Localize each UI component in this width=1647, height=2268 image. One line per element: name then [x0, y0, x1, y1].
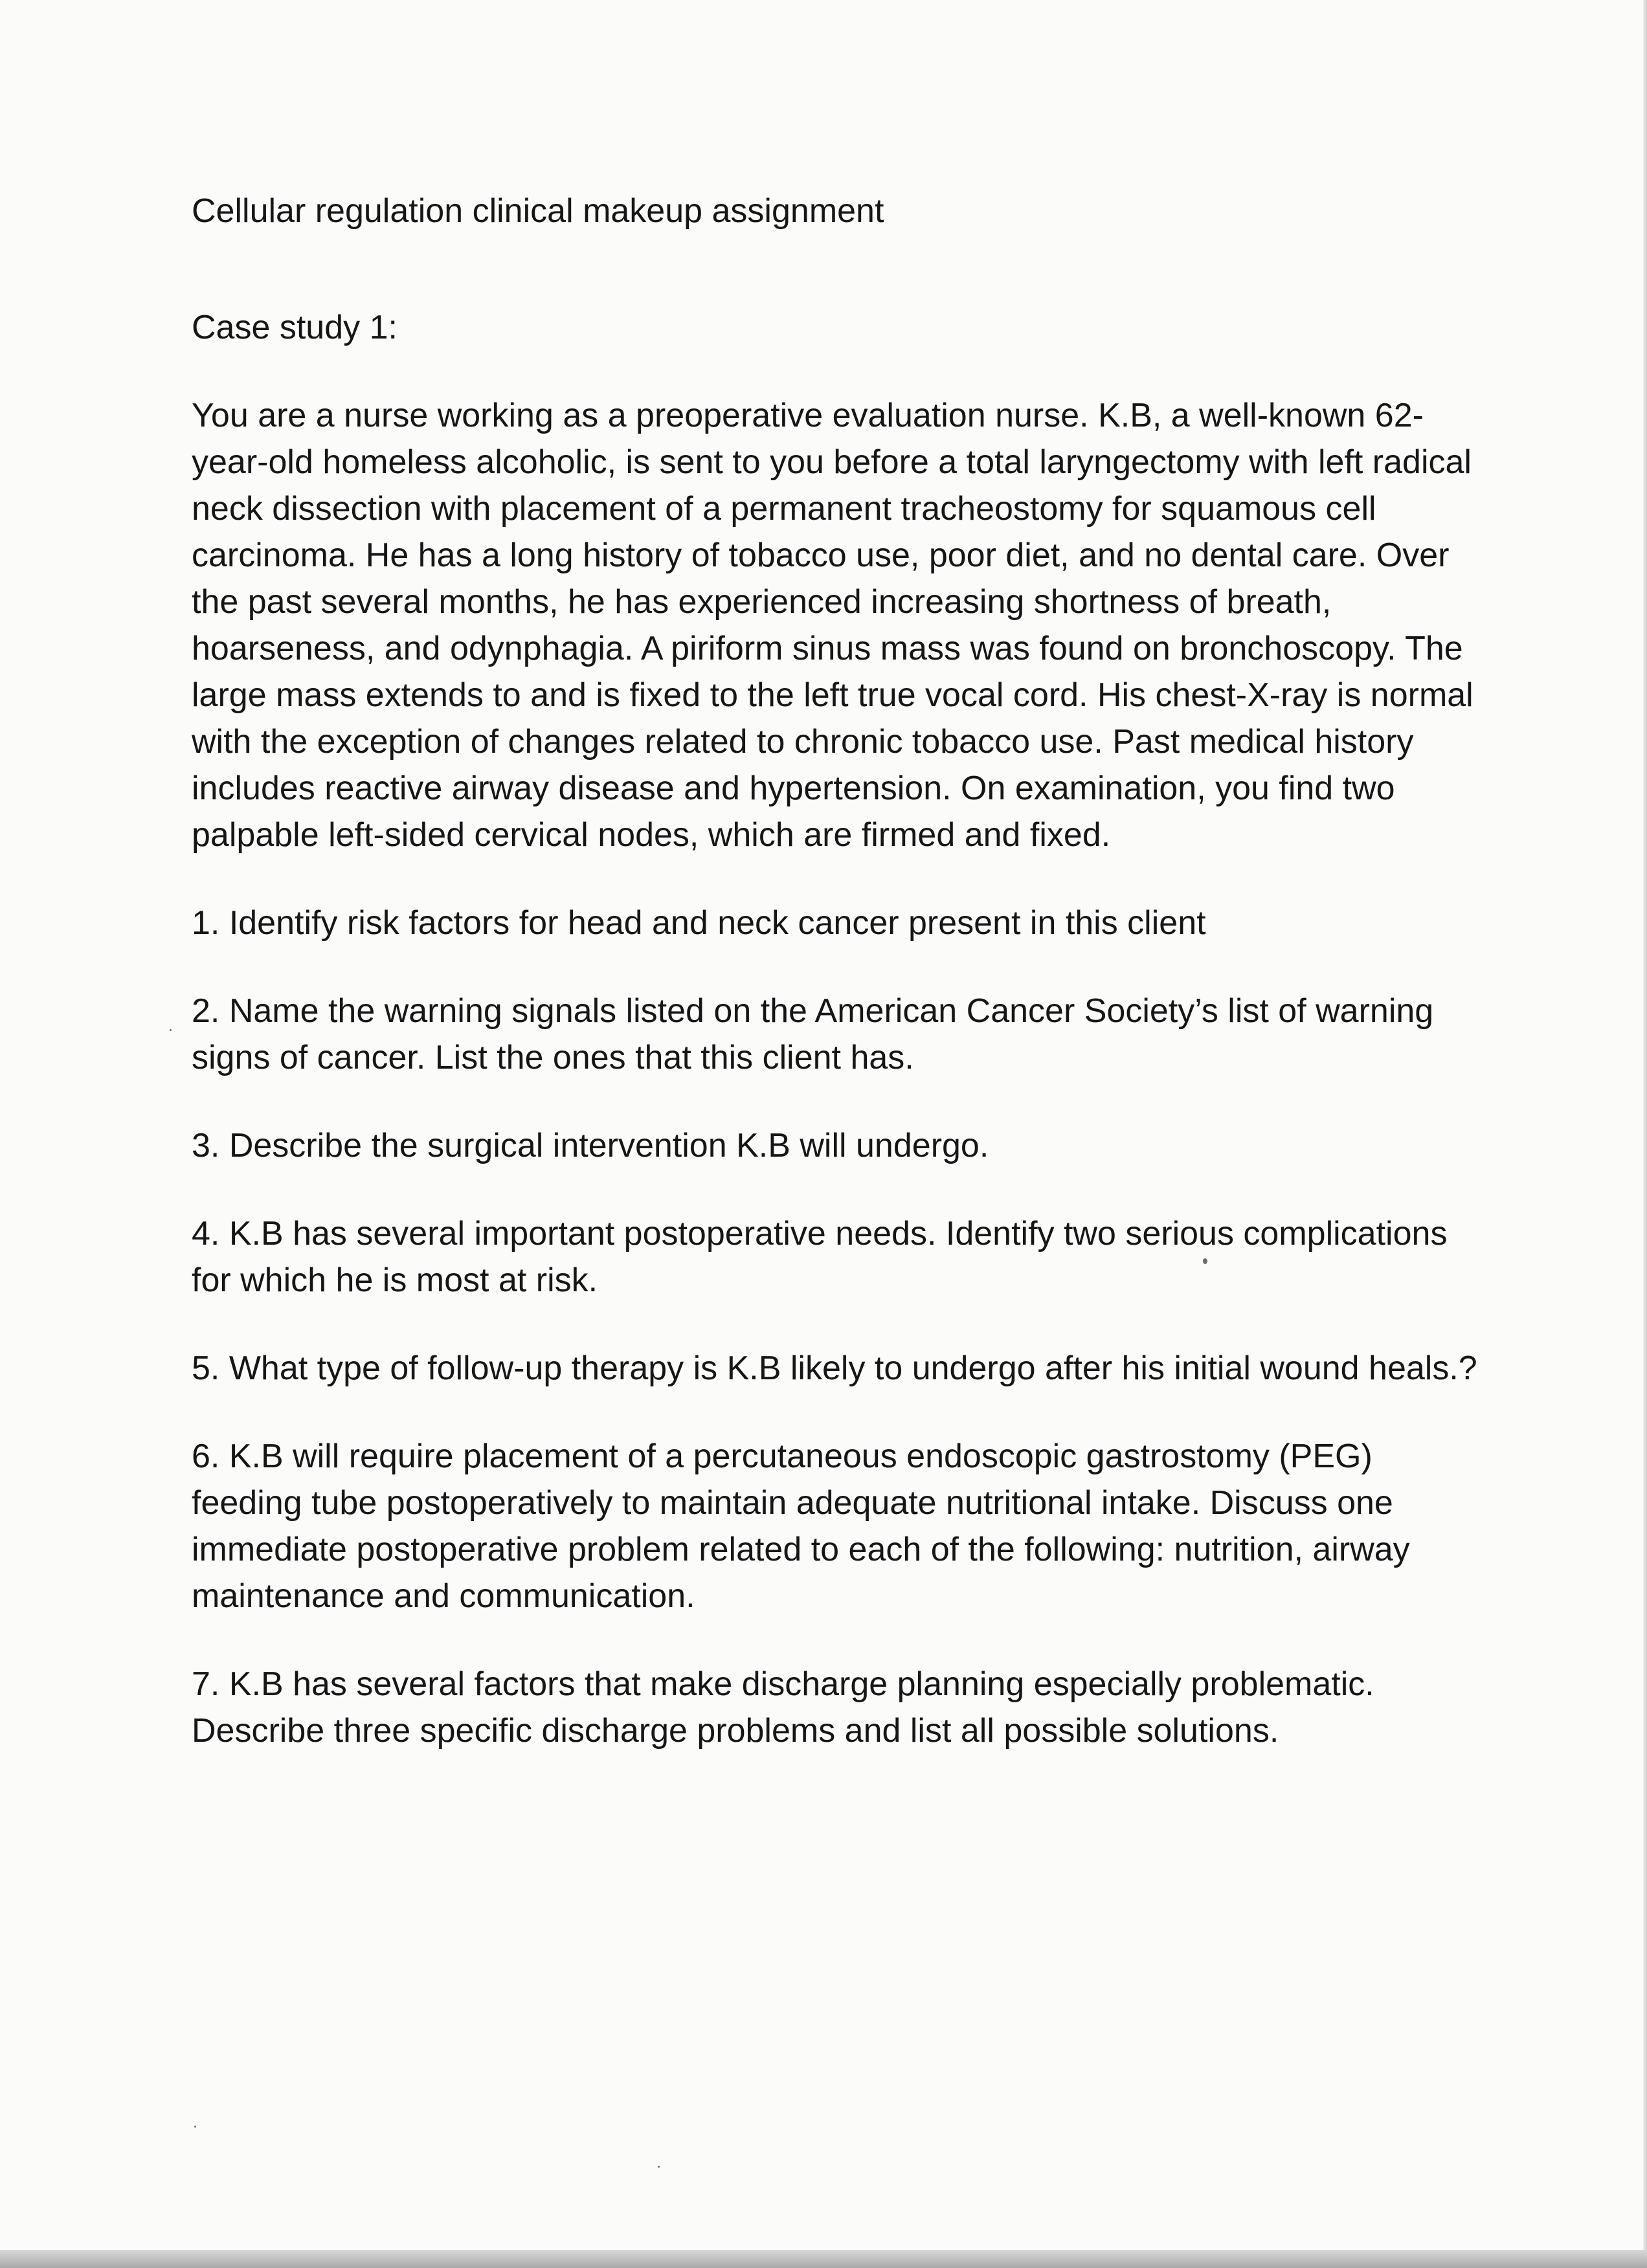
- scan-speck: [658, 2166, 660, 2168]
- scan-speck: [1203, 1258, 1207, 1264]
- case-scenario-paragraph: You are a nurse working as a preoperative evaluation nurse. K.B, a well-known 62-year-old homeless alcoholic, is sent to you before a total laryngectomy with left radical neck dissection with placement of a permanent tracheostomy for squamous cell carcinoma. He has a long history of tobacco use, poor diet, and no dental care. Over the past several months, he has experienced increasing shortness of breath, hoarseness, and odynphagia. A piriform sinus mass was found on bronchoscopy. The large mass extends to and is fixed to the left true vocal cord. His chest-X-ray is normal with the exception of changes related to chronic tobacco use. Past medical history includes reactive airway disease and hypertension. On examination, you find two palpable left-sided cervical nodes, which are firmed and fixed.: [192, 397, 1473, 854]
- question-3: 3. Describe the surgical intervention K.B will undergo.: [192, 1127, 989, 1164]
- question-1: 1. Identify risk factors for head and neck cancer present in this client: [192, 904, 1206, 942]
- scan-speck: [170, 1029, 172, 1031]
- question-5: 5. What type of follow-up therapy is K.B likely to undergo after his initial wound heals.?: [192, 1350, 1477, 1387]
- scan-speck: [194, 2126, 196, 2128]
- case-study-label: Case study 1:: [192, 309, 398, 346]
- question-6: 6. K.B will require placement of a percutaneous endoscopic gastrostomy (PEG) feeding tube postoperatively to maintain adequate nutritional intake. Discuss one immediate postoperative problem related to each of the following: nutrition, airway maintenance and communication.: [192, 1438, 1410, 1615]
- document-title: Cellular regulation clinical makeup assignment: [192, 192, 884, 230]
- document-body: [192, 188, 1486, 1796]
- scan-right-edge: [1643, 0, 1647, 2268]
- question-4: 4. K.B has several important postoperative needs. Identify two serious complications for which he is most at risk.: [192, 1215, 1448, 1299]
- scan-bottom-edge: [0, 2250, 1647, 2268]
- question-7: 7. K.B has several factors that make discharge planning especially problematic. Describe three specific discharge problems and list all possible solutions.: [192, 1665, 1374, 1750]
- question-2: 2. Name the warning signals listed on the American Cancer Society’s list of warning signs of cancer. List the ones that this client has.: [192, 992, 1434, 1076]
